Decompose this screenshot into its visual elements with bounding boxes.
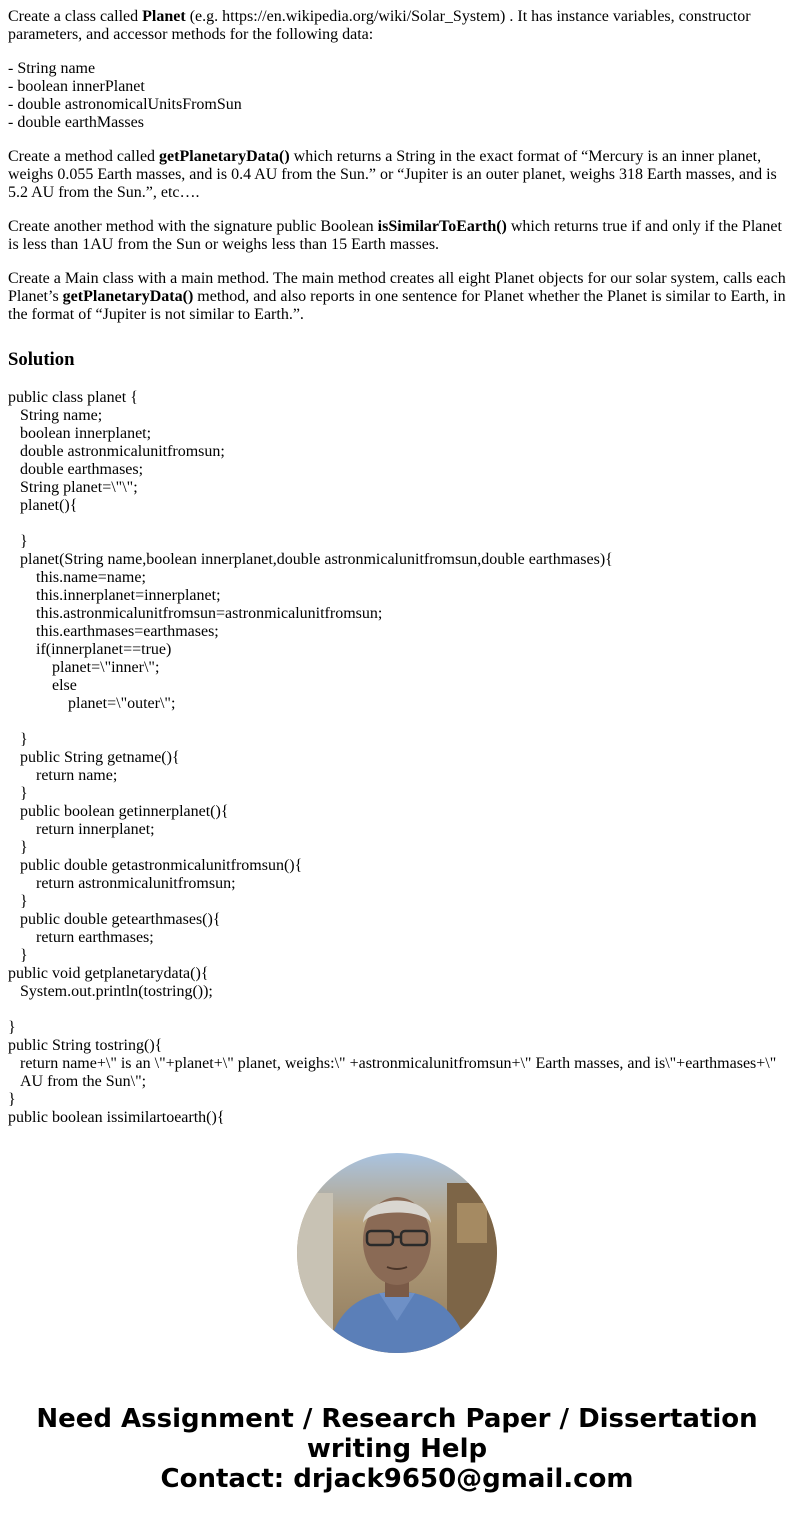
code-line: double earthmases; — [20, 461, 144, 478]
code-line: planet(){ — [20, 497, 78, 514]
person-portrait-icon — [297, 1153, 497, 1353]
code-line: public boolean getinnerplanet(){ — [20, 803, 229, 820]
code-line: String planet=\"\"; — [20, 479, 138, 496]
footer-line-1: Need Assignment / Research Paper / Dissertation — [36, 1404, 758, 1434]
code-line: public double getearthmases(){ — [20, 911, 221, 928]
field-list — [8, 60, 786, 132]
code-line — [8, 1001, 786, 1019]
code-line: return earthmases; — [36, 929, 154, 946]
code-line — [8, 515, 786, 533]
field-item: - double earthMasses — [8, 114, 144, 131]
code-line: this.innerplanet=innerplanet; — [36, 587, 221, 604]
code-line: double astronmicalunitfromsun; — [20, 443, 225, 460]
code-line: boolean innerplanet; — [20, 425, 152, 442]
footer-line-2: writing Help — [306, 1434, 488, 1464]
code-line: else — [52, 677, 77, 694]
footer-banner — [0, 1404, 794, 1494]
code-line: } — [20, 839, 28, 856]
field-item: - String name — [8, 60, 96, 77]
code-line: } — [20, 947, 28, 964]
method-name-bold: getPlanetaryData() — [62, 288, 194, 305]
code-line: planet=\"outer\"; — [68, 695, 176, 712]
code-line: public double getastronmicalunitfromsun(){ — [20, 857, 303, 874]
code-line: planet=\"inner\"; — [52, 659, 160, 676]
code-line: public String getname(){ — [20, 749, 180, 766]
question-paragraph-2: Create a method called getPlanetaryData() which returns a String in the exact format of “Mercury is an inner planet, weighs 0.055 Earth masses, and is 0.4 AU from the Sun.” or “Jupiter is an outer planet, weighs 318 Earth masses, and is 5.2 AU from the Sun.”, etc…. — [8, 148, 777, 201]
method-name-bold: isSimilarToEarth() — [377, 218, 507, 235]
code-line: public String tostring(){ — [8, 1037, 163, 1054]
code-line: if(innerplanet==true) — [36, 641, 172, 658]
code-line: return name+\" is an \"+planet+\" planet, weighs:\" +astronmicalunitfromsun+\" Earth masses, and is\"+earthmases+\" AU from the Sun\"; — [20, 1055, 780, 1090]
question-paragraph-3: Create another method with the signature public Boolean isSimilarToEarth() which returns true if and only if the Planet is less than 1AU from the Sun or weighs less than 15 Earth masses. — [8, 218, 782, 253]
code-line: } — [8, 1091, 16, 1108]
solution-heading: Solution — [8, 349, 75, 370]
code-line: System.out.println(tostring()); — [20, 983, 213, 1000]
question-paragraph-1: Create a class called Planet (e.g. https://en.wikipedia.org/wiki/Solar_System) . It has instance variables, constructor parameters, and accessor methods for the following data: — [8, 8, 751, 43]
code-line: return name; — [36, 767, 118, 784]
code-line: } — [20, 731, 28, 748]
code-line: } — [20, 785, 28, 802]
field-item: - boolean innerPlanet — [8, 78, 145, 95]
code-line: planet(String name,boolean innerplanet,double astronmicalunitfromsun,double earthmases){ — [20, 551, 613, 568]
code-line: return innerplanet; — [36, 821, 155, 838]
code-line: } — [20, 893, 28, 910]
code-line — [8, 713, 786, 731]
code-line: public boolean issimilartoearth(){ — [8, 1109, 225, 1126]
footer-contact: Contact: drjack9650@gmail.com — [160, 1464, 634, 1494]
class-name-bold: Planet — [142, 8, 186, 25]
solution-code — [8, 389, 786, 1127]
code-line: } — [20, 533, 28, 550]
code-line: public void getplanetarydata(){ — [8, 965, 209, 982]
code-line: } — [8, 1019, 16, 1036]
code-line: this.astronmicalunitfromsun=astronmicalunitfromsun; — [36, 605, 383, 622]
code-line: String name; — [20, 407, 103, 424]
code-line: this.earthmases=earthmases; — [36, 623, 219, 640]
code-line: return astronmicalunitfromsun; — [36, 875, 236, 892]
code-line: this.name=name; — [36, 569, 146, 586]
method-name-bold: getPlanetaryData() — [159, 148, 290, 165]
code-line: public class planet { — [8, 389, 138, 406]
question-paragraph-4: Create a Main class with a main method. The main method creates all eight Planet objects for our solar system, calls each Planet’s getPlanetaryData() method, and also reports in one sentence for Planet whether the Planet is similar to Earth, in the format of “Jupiter is not similar to Earth.”. — [8, 270, 786, 323]
avatar — [297, 1153, 497, 1353]
field-item: - double astronomicalUnitsFromSun — [8, 96, 242, 113]
